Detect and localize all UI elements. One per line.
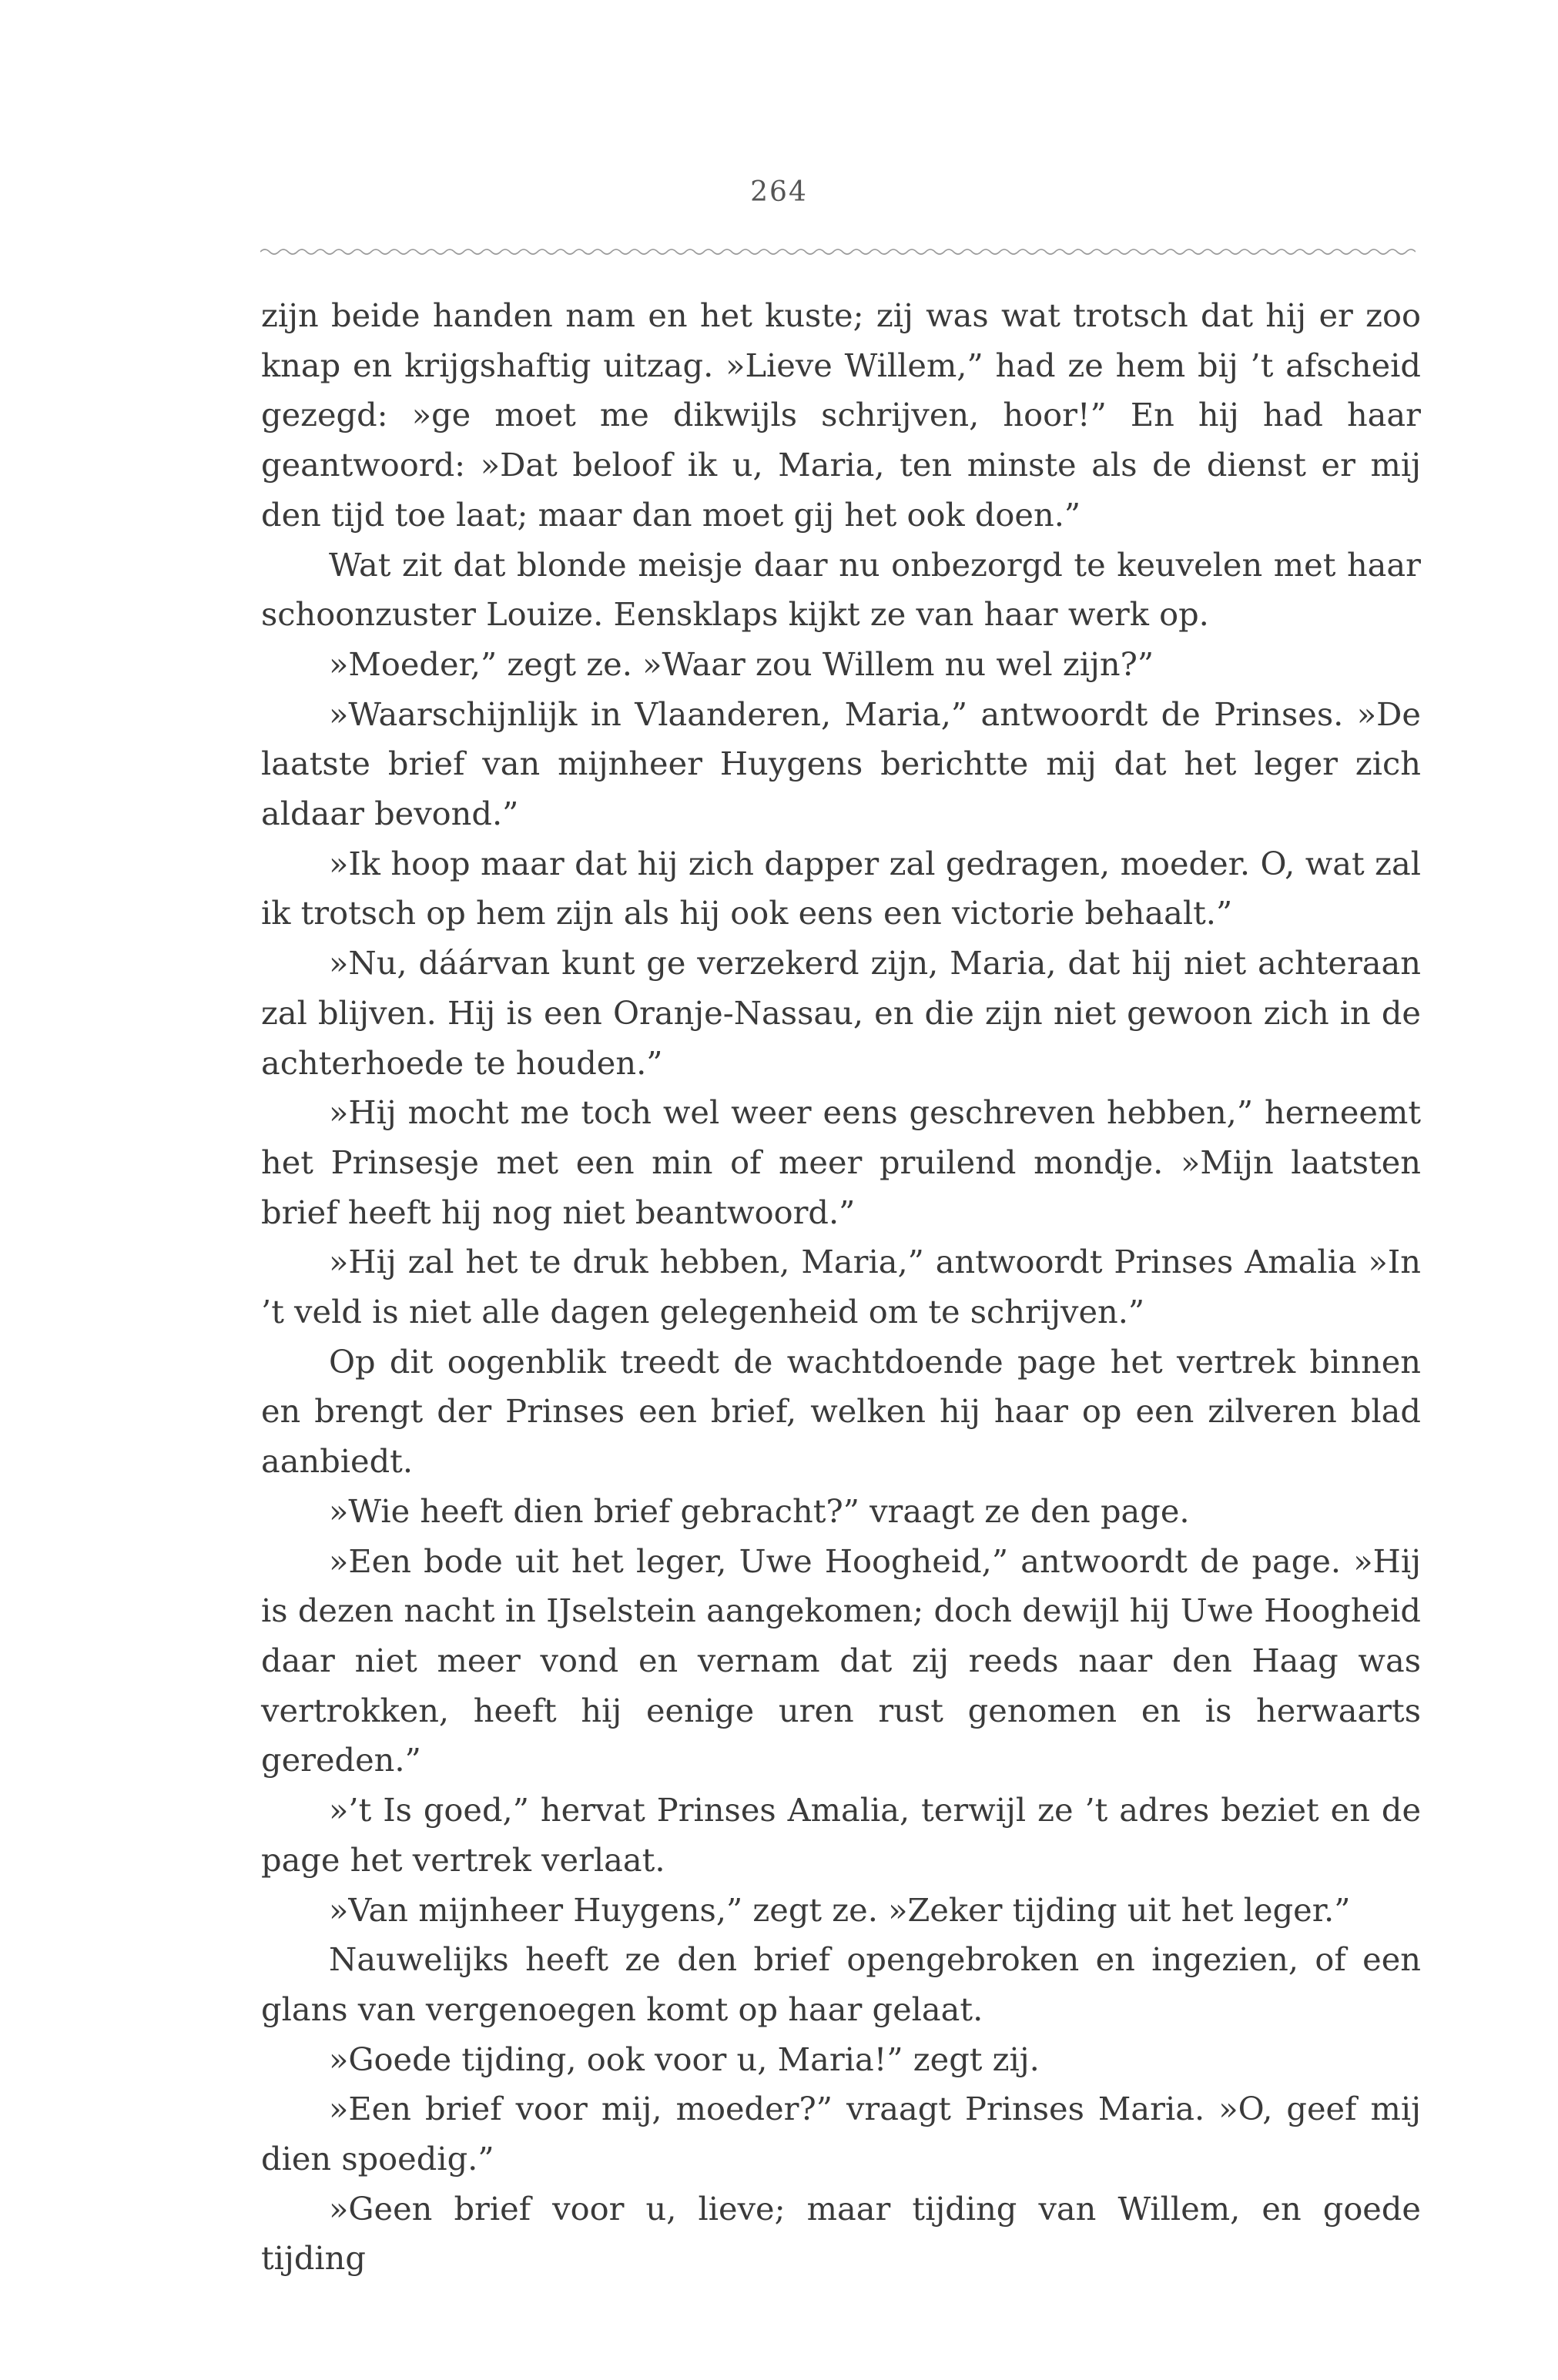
paragraph: »Een bode uit het leger, Uwe Hoogheid,” antwoordt de page. »Hij is dezen nacht in IJselstein aangekomen; doch dewijl hij Uwe Hoogheid daar niet meer vond en vernam dat zij reeds naar den Haag was vertrokken, heeft hij eenige uren rust genomen en is herwaarts gereden.” — [261, 1541, 1421, 1779]
paragraph: »Van mijnheer Huygens,” zegt ze. »Zeker tijding uit het leger.” — [329, 1890, 1351, 1929]
paragraph: Op dit oogenblik treedt de wachtdoende page het vertrek binnen en brengt der Prinses een brief, welken hij haar op een zilveren blad aanbiedt. — [261, 1342, 1421, 1481]
paragraph: Nauwelijks heeft ze den brief opengebroken en ingezien, of een glans van vergenoegen komt op haar gelaat. — [261, 1940, 1421, 2028]
paragraph: »Wie heeft dien brief gebracht?” vraagt ze den page. — [329, 1491, 1190, 1530]
paragraph: »Nu, dáárvan kunt ge verzekerd zijn, Maria, dat hij niet achteraan zal blijven. Hij is een Oranje-Nassau, en die zijn niet gewoon zich in de achterhoede te houden.” — [261, 944, 1421, 1082]
paragraph: »Moeder,” zegt ze. »Waar zou Willem nu wel zijn?” — [329, 644, 1154, 683]
decorative-rule — [260, 243, 1416, 260]
page-body-text — [261, 291, 1421, 2284]
paragraph: »’t Is goed,” hervat Prinses Amalia, terwijl ze ’t adres beziet en de page het vertrek verlaat. — [261, 1791, 1421, 1879]
paragraph: »Hij mocht me toch wel weer eens geschreven hebben,” herneemt het Prinsesje met een min of meer pruilend mondje. »Mijn laatsten brief heeft hij nog niet beantwoord.” — [261, 1093, 1421, 1231]
paragraph: »Goede tijding, ook voor u, Maria!” zegt zij. — [329, 2040, 1040, 2078]
paragraph: »Geen brief voor u, lieve; maar tijding van Willem, en goede tijding — [261, 2189, 1421, 2278]
paragraph: »Ik hoop maar dat hij zich dapper zal gedragen, moeder. O, wat zal ik trotsch op hem zijn als hij ook eens een victorie behaalt.” — [261, 844, 1421, 932]
paragraph: »Hij zal het te druk hebben, Maria,” antwoordt Prinses Amalia »In ’t veld is niet alle dagen gelegenheid om te schrijven.” — [261, 1243, 1421, 1331]
paragraph: »Een brief voor mij, moeder?” vraagt Prinses Maria. »O, geef mij dien spoedig.” — [261, 2090, 1421, 2178]
page-number: 264 — [750, 176, 808, 208]
paragraph: zijn beide handen nam en het kuste; zij was wat trotsch dat hij er zoo knap en krijgshaftig uitzag. »Lieve Willem,” had ze hem bij ’t afscheid gezegd: »ge moet me dikwijls schrijven, hoor!” En hij had haar geantwoord: »Dat beloof ik u, Maria, ten minste als de dienst er mij den tijd toe laat; maar dan moet gij het ook doen.” — [261, 296, 1421, 534]
paragraph: Wat zit dat blonde meisje daar nu onbezorgd te keuvelen met haar schoonzuster Louize. Eensklaps kijkt ze van haar werk op. — [261, 545, 1421, 634]
paragraph: »Waarschijnlijk in Vlaanderen, Maria,” antwoordt de Prinses. »De laatste brief van mijnheer Huygens berichtte mij dat het leger zich aldaar bevond.” — [261, 695, 1421, 833]
